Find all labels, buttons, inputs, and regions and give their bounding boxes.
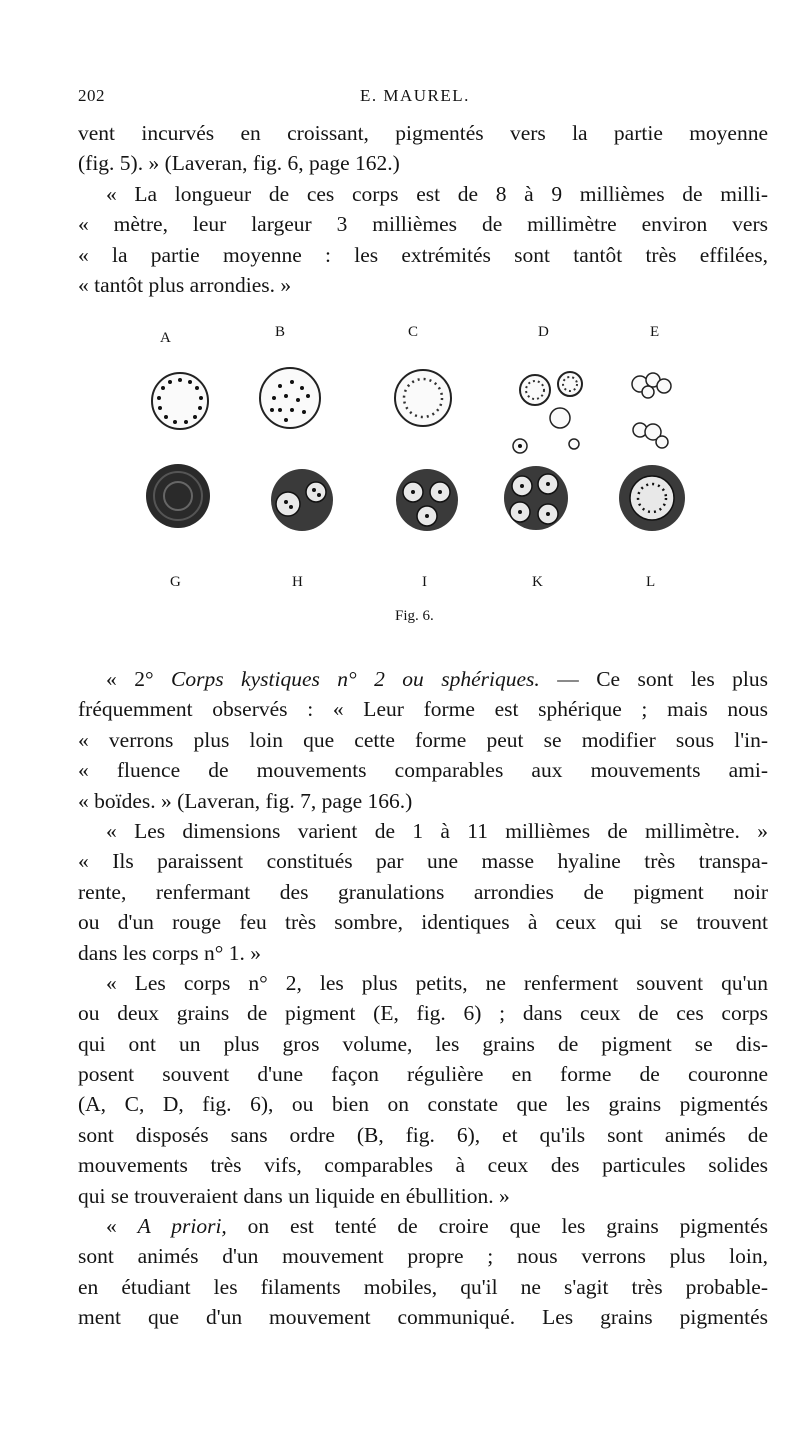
cell-h-drawing — [271, 469, 333, 531]
text-line: vent incurvés en croissant, pigmentés vers la partie moyenne — [78, 121, 768, 145]
text-line: dans les corps n° 1. » — [78, 940, 261, 965]
text-line: « la partie moyenne : les extrémités sont tantôt très effilées, — [78, 242, 768, 267]
figure-label-i: I — [422, 574, 427, 590]
paragraph-heading-line — [78, 664, 768, 694]
text-line: rente, renfermant des granulations arrondies de pigment noir — [78, 879, 768, 904]
text-line: ment que d'un mouvement communiqué. Les grains pigmentés — [78, 1305, 768, 1330]
text-line: ou d'un rouge feu très sombre, identiques à ceux qui se trouvent — [78, 910, 768, 935]
figure-caption: Fig. 6. — [395, 608, 434, 624]
text-line: qui ont un plus gros volume, les grains de pigment se dis- — [78, 1031, 768, 1056]
text-line: posent souvent d'une façon régulière en forme de couronne — [78, 1062, 768, 1087]
running-title: E. MAUREL. — [360, 86, 470, 105]
page-header — [78, 86, 768, 112]
text-span: on est tenté de croire que les grains pigmentés — [226, 1214, 768, 1239]
cell-d-drawing — [513, 372, 582, 453]
text-line: « tantôt plus arrondies. » — [78, 272, 292, 297]
italic-phrase: A priori, — [137, 1214, 227, 1239]
cell-b-drawing — [260, 368, 320, 428]
figure-label-g: G — [170, 574, 181, 590]
text-line: sont animés d'un mouvement propre ; nous verrons plus loin, — [78, 1244, 768, 1269]
figure-label-b: B — [275, 324, 286, 340]
figure-label-e: E — [650, 324, 660, 340]
figure-label-d: D — [538, 324, 549, 340]
text-line: « boïdes. » (Laveran, fig. 7, page 166.) — [78, 788, 413, 813]
text-span: « — [106, 1214, 138, 1239]
figure-6 — [140, 318, 700, 648]
cell-k-drawing — [504, 466, 568, 530]
text-line: mouvements très vifs, comparables à ceux des particules solides — [78, 1153, 768, 1178]
text-line: qui se trouveraient dans un liquide en ébullition. » — [78, 1183, 510, 1208]
text-line: en étudiant les filaments mobiles, qu'il ne s'agit très probable- — [78, 1274, 768, 1299]
page-number: 202 — [78, 86, 105, 105]
cell-g-drawing — [146, 464, 210, 528]
text-span: — Ce sont les plus — [539, 667, 769, 691]
body-text-block — [78, 664, 768, 1333]
text-line: « Les corps n° 2, les plus petits, ne renferment souvent qu'un — [106, 970, 768, 995]
text-line: « Ils paraissent constitués par une masse hyaline très transpa- — [78, 849, 768, 874]
top-text-block — [78, 118, 768, 300]
figure-label-l: L — [646, 574, 656, 590]
text-span: « 2° — [106, 667, 172, 691]
text-line: « Les dimensions varient de 1 à 11 millièmes de millimètre. » — [106, 818, 768, 843]
cell-i-drawing — [396, 469, 458, 531]
cell-c-drawing — [395, 370, 451, 426]
cell-a-drawing — [152, 373, 208, 429]
figure-drawings — [140, 318, 700, 598]
text-line: ou deux grains de pigment (E, fig. 6) ; dans ceux de ces corps — [78, 1001, 768, 1026]
text-line: « La longueur de ces corps est de 8 à 9 millièmes de milli- — [106, 181, 768, 206]
text-line: « verrons plus loin que cette forme peut se modifier sous l'in- — [78, 727, 768, 752]
text-line: « fluence de mouvements comparables aux mouvements ami- — [78, 758, 768, 783]
figure-label-k: K — [532, 574, 543, 590]
paragraph-heading-line — [78, 1211, 768, 1241]
text-line: (A, C, D, fig. 6), ou bien on constate que les grains pigmentés — [78, 1092, 768, 1117]
text-line: sont disposés sans ordre (B, fig. 6), et qu'ils sont animés de — [78, 1122, 768, 1147]
figure-label-c: C — [408, 324, 419, 340]
figure-label-h: H — [292, 574, 303, 590]
text-line: (fig. 5). » (Laveran, fig. 6, page 162.) — [78, 151, 400, 176]
figure-label-a: A — [160, 330, 171, 346]
cell-l-drawing — [619, 465, 685, 531]
cell-e-drawing — [632, 373, 671, 448]
italic-heading: Corps kystiques n° 2 ou sphériques. — [171, 667, 540, 691]
text-line: fréquemment observés : « Leur forme est sphérique ; mais nous — [78, 697, 768, 722]
text-line: « mètre, leur largeur 3 millièmes de millimètre environ vers — [78, 212, 768, 237]
